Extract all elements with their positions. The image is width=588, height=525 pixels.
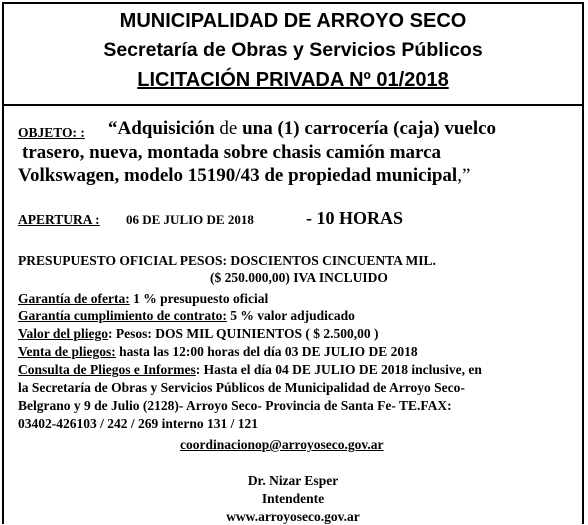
consulta-line-3: Belgrano y 9 de Julio (2128)- Arroyo Seco- Provincia de Santa Fe- TE.FAX: [18, 398, 452, 413]
apertura-hour: - 10 HORAS [306, 208, 404, 228]
header-divider [4, 104, 582, 106]
objeto-line-3: Volkswagen, modelo 15190/43 de propiedad municipal,” [18, 165, 471, 186]
consulta-line-4: 03402-426103 / 242 / 269 interno 131 / 121 [18, 416, 258, 431]
garantia-contrato: Garantía cumplimiento de contrato: 5 % valor adjudicado [18, 308, 355, 323]
secretariat-title: Secretaría de Obras y Servicios Públicos [103, 39, 483, 61]
presupuesto-line-1: PRESUPUESTO OFICIAL PESOS: DOSCIENTOS CINCUENTA MIL. [18, 253, 436, 268]
consulta-line-2: la Secretaría de Obras y Servicios Públicos de Municipalidad de Arroyo Seco- [18, 380, 465, 395]
objeto-label: OBJETO: : [18, 125, 85, 140]
garantia-oferta: Garantía de oferta: 1 % presupuesto oficial [18, 291, 269, 306]
apertura-date: 06 DE JULIO DE 2018 [126, 212, 254, 227]
venta-pliegos: Venta de pliegos: hasta las 12:00 horas del día 03 DE JULIO DE 2018 [18, 344, 418, 359]
website-link[interactable]: www.arroyoseco.gov.ar [226, 509, 360, 524]
municipality-title: MUNICIPALIDAD DE ARROYO SECO [119, 10, 467, 32]
objeto-line-2: trasero, nueva, montada sobre chasis camión marca [22, 142, 442, 163]
signatory-name: Dr. Nizar Esper [247, 473, 339, 488]
objeto-line-1: “Adquisición de una (1) carrocería (caja) vuelco [108, 118, 497, 139]
consulta-line-1: Consulta de Pliegos e Informes: Hasta el día 04 DE JULIO DE 2018 inclusive, en [18, 362, 482, 377]
apertura-label: APERTURA : [18, 212, 100, 227]
notice-box [2, 2, 584, 524]
presupuesto-line-2: ($ 250.000,00) IVA INCLUIDO [210, 270, 388, 285]
valor-pliego: Valor del pliego: Pesos: DOS MIL QUINIENTOS ( $ 2.500,00 ) [18, 326, 379, 341]
contact-email-link[interactable]: coordinacionop@arroyoseco.gov.ar [180, 437, 384, 452]
signatory-role: Intendente [261, 491, 325, 506]
tender-title: LICITACIÓN PRIVADA Nº 01/2018 [137, 69, 449, 91]
